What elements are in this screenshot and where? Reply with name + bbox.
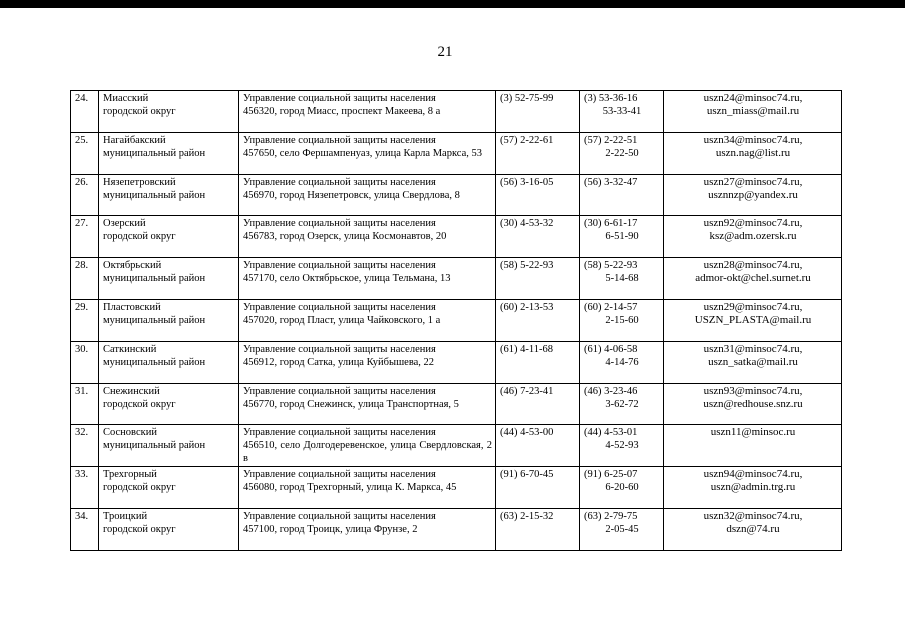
district-name-line: муниципальный район xyxy=(103,314,206,326)
agency-name: Управление социальной защиты населения xyxy=(243,218,436,230)
district-name xyxy=(99,425,239,467)
row-number: 30. xyxy=(71,341,99,383)
fax-number: 2-15-60 xyxy=(605,314,639,326)
postal-address: 456510, село Долгодеревенское, улица Свердловская, 2 в xyxy=(243,440,492,465)
district-name-line: городской округ xyxy=(103,231,176,243)
email-addresses xyxy=(664,132,842,174)
fax-number: (61) 4-06-58 xyxy=(584,343,638,355)
phone-number: (57) 2-22-61 xyxy=(496,132,580,174)
agency-address xyxy=(239,299,496,341)
row-number: 27. xyxy=(71,216,99,258)
email-address: uszn34@minsoc74.ru, xyxy=(703,133,803,146)
phone-number: (44) 4-53-00 xyxy=(496,425,580,467)
fax-number: 5-14-68 xyxy=(605,273,639,285)
agency-address xyxy=(239,91,496,133)
email-address: uszn28@minsoc74.ru, xyxy=(703,259,803,272)
postal-address: 456970, город Нязепетровск, улица Свердлова, 8 xyxy=(243,189,460,201)
email-address: admor-okt@chel.surnet.ru xyxy=(695,272,811,285)
agency-address xyxy=(239,383,496,425)
fax-numbers xyxy=(580,258,664,300)
postal-address: 457650, село Фершампенуаз, улица Карла Маркса, 53 xyxy=(243,147,482,159)
email-address: uszn27@minsoc74.ru, xyxy=(703,175,803,188)
row-number: 29. xyxy=(71,299,99,341)
agency-name: Управление социальной защиты населения xyxy=(243,469,436,481)
table-row xyxy=(71,174,842,216)
phone-number: (91) 6-70-45 xyxy=(496,467,580,509)
row-number: 28. xyxy=(71,258,99,300)
email-address: dszn@74.ru xyxy=(726,522,780,535)
district-name-line: городской округ xyxy=(103,106,176,117)
fax-number: (46) 3-23-46 xyxy=(584,385,638,397)
table-row xyxy=(71,299,842,341)
agency-name: Управление социальной защиты населения xyxy=(243,385,436,397)
email-address: uszn93@minsoc74.ru, xyxy=(703,384,803,397)
district-name-line: Снежинский xyxy=(103,385,160,397)
district-name xyxy=(99,258,239,300)
email-addresses xyxy=(664,91,842,133)
email-address: ksz@adm.ozersk.ru xyxy=(709,230,797,243)
table-row xyxy=(71,132,842,174)
district-name xyxy=(99,341,239,383)
fax-number: 53-33-41 xyxy=(602,106,642,117)
email-address: uszn.nag@list.ru xyxy=(715,146,791,159)
district-name xyxy=(99,299,239,341)
email-address: uszn92@minsoc74.ru, xyxy=(703,217,803,230)
fax-numbers xyxy=(580,299,664,341)
top-border-bar xyxy=(0,0,905,8)
district-name-line: Нагайбакский xyxy=(103,134,166,146)
page-number: 21 xyxy=(437,44,453,60)
agency-name: Управление социальной защиты населения xyxy=(243,343,436,355)
agency-address xyxy=(239,467,496,509)
table-row xyxy=(71,383,842,425)
row-number: 31. xyxy=(71,383,99,425)
phone-number: (61) 4-11-68 xyxy=(496,341,580,383)
fax-number: 2-22-50 xyxy=(605,147,639,159)
agency-address xyxy=(239,508,496,550)
fax-numbers xyxy=(580,174,664,216)
district-name xyxy=(99,132,239,174)
phone-number: (56) 3-16-05 xyxy=(496,174,580,216)
email-addresses xyxy=(664,467,842,509)
table-row xyxy=(71,508,842,550)
postal-address: 457170, село Октябрьское, улица Тельмана, 13 xyxy=(243,273,451,285)
fax-numbers xyxy=(580,341,664,383)
email-address: uszn_satka@mail.ru xyxy=(708,355,798,368)
email-address: uszn94@minsoc74.ru, xyxy=(703,468,803,481)
postal-address: 456080, город Трехгорный, улица К. Маркса, 45 xyxy=(243,482,457,494)
fax-numbers xyxy=(580,132,664,174)
phone-number: (3) 52-75-99 xyxy=(496,91,580,133)
district-name-line: муниципальный район xyxy=(103,440,206,452)
agency-address xyxy=(239,341,496,383)
district-name-line: городской округ xyxy=(103,482,176,494)
email-address: uszn@admin.trg.ru xyxy=(710,481,796,494)
email-addresses xyxy=(664,216,842,258)
table-row xyxy=(71,467,842,509)
district-name-line: Саткинский xyxy=(103,343,157,355)
phone-number: (46) 7-23-41 xyxy=(496,383,580,425)
email-addresses xyxy=(664,508,842,550)
district-name-line: Нязепетровский xyxy=(103,176,176,188)
email-addresses xyxy=(664,341,842,383)
email-addresses xyxy=(664,299,842,341)
district-name-line: городской округ xyxy=(103,398,176,410)
agency-address xyxy=(239,216,496,258)
fax-number: (91) 6-25-07 xyxy=(584,469,638,481)
phone-number: (30) 4-53-32 xyxy=(496,216,580,258)
email-address: USZN_PLASTA@mail.ru xyxy=(694,313,812,326)
district-name-line: Троицкий xyxy=(103,510,148,522)
row-number: 25. xyxy=(71,132,99,174)
fax-number: (57) 2-22-51 xyxy=(584,134,638,146)
district-name-line: муниципальный район xyxy=(103,147,206,159)
fax-number: 4-52-93 xyxy=(605,440,639,452)
district-name-line: Пластовский xyxy=(103,301,161,313)
district-name-line: Трехгорный xyxy=(103,469,157,481)
email-address: uszn24@minsoc74.ru, xyxy=(703,92,803,104)
email-addresses xyxy=(664,383,842,425)
agency-name: Управление социальной защиты населения xyxy=(243,134,436,146)
district-name-line: муниципальный район xyxy=(103,273,206,285)
fax-numbers xyxy=(580,508,664,550)
district-name-line: Озерский xyxy=(103,218,146,230)
agency-address xyxy=(239,258,496,300)
table-row xyxy=(71,425,842,467)
row-number: 32. xyxy=(71,425,99,467)
table-row xyxy=(71,341,842,383)
email-address: uszn@redhouse.snz.ru xyxy=(703,397,803,410)
email-addresses xyxy=(664,174,842,216)
fax-number: (3) 53-36-16 xyxy=(584,93,638,104)
agency-address xyxy=(239,174,496,216)
email-address: usznnzp@yandex.ru xyxy=(708,188,798,201)
agency-address xyxy=(239,425,496,467)
postal-address: 456912, город Сатка, улица Куйбышева, 22 xyxy=(243,356,435,368)
district-name xyxy=(99,383,239,425)
fax-numbers xyxy=(580,216,664,258)
phone-number: (58) 5-22-93 xyxy=(496,258,580,300)
fax-numbers xyxy=(580,467,664,509)
fax-number: (30) 6-61-17 xyxy=(584,218,638,230)
postal-address: 456320, город Миасс, проспект Макеева, 8 а xyxy=(243,106,441,117)
phone-number: (60) 2-13-53 xyxy=(496,299,580,341)
phone-number: (63) 2-15-32 xyxy=(496,508,580,550)
fax-number: 4-14-76 xyxy=(605,356,639,368)
district-name xyxy=(99,216,239,258)
fax-number: 6-20-60 xyxy=(605,482,639,494)
fax-number: 6-51-90 xyxy=(605,231,639,243)
row-number: 33. xyxy=(71,467,99,509)
email-address: uszn29@minsoc74.ru, xyxy=(703,300,803,313)
table-row xyxy=(71,91,842,133)
fax-numbers xyxy=(580,425,664,467)
postal-address: 457100, город Троицк, улица Фрунзе, 2 xyxy=(243,523,418,535)
district-name-line: городской округ xyxy=(103,523,176,535)
email-address: uszn31@minsoc74.ru, xyxy=(703,342,803,355)
district-name xyxy=(99,174,239,216)
row-number: 34. xyxy=(71,508,99,550)
agency-address xyxy=(239,132,496,174)
postal-address: 457020, город Пласт, улица Чайковского, 1 а xyxy=(243,314,441,326)
agency-name: Управление социальной защиты населения xyxy=(243,301,436,313)
email-address: uszn32@minsoc74.ru, xyxy=(703,509,803,522)
fax-numbers xyxy=(580,383,664,425)
district-name xyxy=(99,508,239,550)
district-name-line: Октябрьский xyxy=(103,260,162,272)
email-addresses xyxy=(664,258,842,300)
fax-number: (44) 4-53-01 xyxy=(584,427,638,439)
agency-name: Управление социальной защиты населения xyxy=(243,260,436,272)
agency-name: Управление социальной защиты населения xyxy=(243,93,436,104)
fax-number: 3-62-72 xyxy=(605,398,639,410)
table-body xyxy=(71,91,842,551)
postal-address: 456783, город Озерск, улица Космонавтов, 20 xyxy=(243,231,447,243)
district-name-line: муниципальный район xyxy=(103,189,206,201)
agency-name: Управление социальной защиты населения xyxy=(243,176,436,188)
fax-number: 2-05-45 xyxy=(605,523,639,535)
district-name-line: Сосновский xyxy=(103,427,157,439)
fax-number: (56) 3-32-47 xyxy=(584,176,638,188)
agency-table xyxy=(70,90,842,551)
agency-name: Управление социальной защиты населения xyxy=(243,427,436,439)
email-addresses xyxy=(664,425,842,467)
row-number: 26. xyxy=(71,174,99,216)
fax-number: (63) 2-79-75 xyxy=(584,510,638,522)
email-address: uszn_miass@mail.ru xyxy=(706,105,800,117)
fax-numbers xyxy=(580,91,664,133)
fax-number: (58) 5-22-93 xyxy=(584,260,638,272)
district-name xyxy=(99,91,239,133)
table-row xyxy=(71,258,842,300)
district-name-line: Миасский xyxy=(103,93,149,104)
table-row xyxy=(71,216,842,258)
district-name xyxy=(99,467,239,509)
postal-address: 456770, город Снежинск, улица Транспортная, 5 xyxy=(243,398,459,410)
row-number: 24. xyxy=(71,91,99,133)
district-name-line: муниципальный район xyxy=(103,356,206,368)
email-address: uszn11@minsoc.ru xyxy=(710,426,796,439)
agency-name: Управление социальной защиты населения xyxy=(243,510,436,522)
fax-number: (60) 2-14-57 xyxy=(584,301,638,313)
